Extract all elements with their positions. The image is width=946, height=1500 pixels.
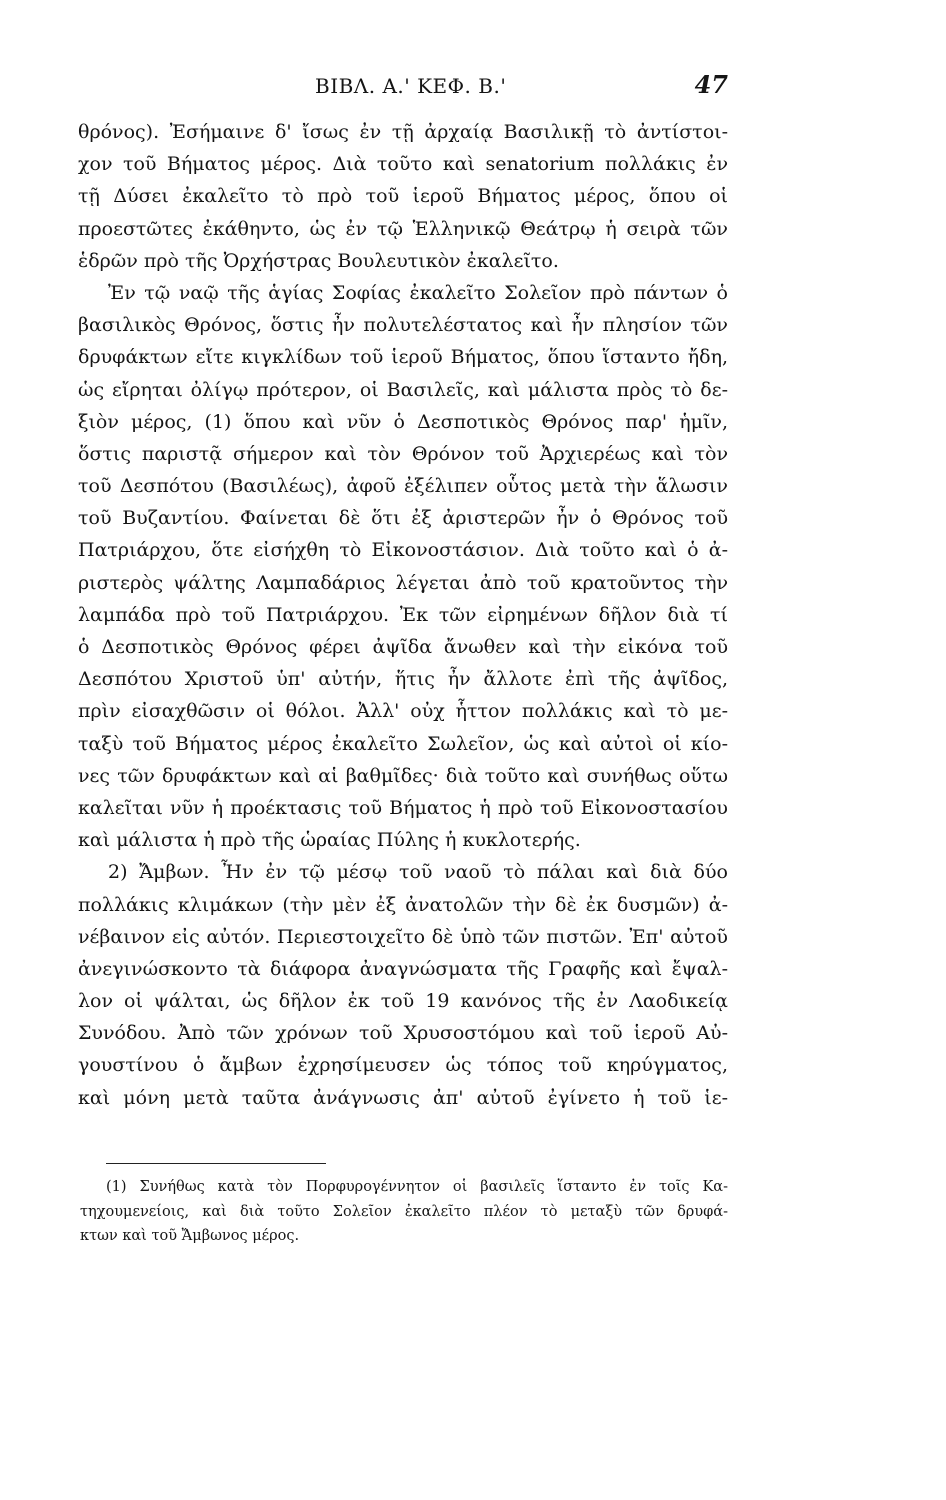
footnotes	[80, 1175, 728, 1249]
text-line: τοῦ Δεσπότου (Βασιλέως), ἀφοῦ ἐξέλιπεν οὗτος μετὰ τὴν ἅλωσιν	[78, 475, 728, 498]
page-number: 47	[694, 70, 728, 99]
text-line: θρόνος). Ἐσήμαινε δ' ἴσως ἐν τῇ ἀρχαίᾳ Βασιλικῇ τὸ ἀντίστοι-	[78, 121, 728, 143]
footnote-line: (1) Συνήθως κατὰ τὸν Πορφυρογέννητον οἱ βασιλεῖς ἵσταντο ἐν τοῖς Κα-	[106, 1179, 728, 1195]
text-line: ἀνεγινώσκοντο τὰ διάφορα ἀναγνώσματα τῆς Γραφῆς καὶ ἔψαλ-	[78, 957, 728, 980]
footnote-divider	[106, 1163, 326, 1164]
text-line: ὡς εἴρηται ὀλίγῳ πρότερον, οἱ Βασιλεῖς, καὶ μάλιστα πρὸς τὸ δε-	[78, 378, 728, 401]
text-line: Πατριάρχου, ὅτε εἰσήχθη τὸ Εἰκονοστάσιον. Διὰ τοῦτο καὶ ὁ ἀ-	[78, 539, 728, 562]
text-line: ὅστις παριστᾷ σήμερον καὶ τὸν Θρόνον τοῦ Ἀρχιερέως καὶ τὸν	[78, 442, 728, 465]
text-line: πρὶν εἰσαχθῶσιν οἱ θόλοι. Ἀλλ' οὐχ ἧττον πολλάκις καὶ τὸ με-	[78, 700, 728, 723]
text-line: τοῦ Βυζαντίου. Φαίνεται δὲ ὅτι ἐξ ἀριστερῶν ἦν ὁ Θρόνος τοῦ	[78, 507, 728, 530]
text-line: νες τῶν δρυφάκτων καὶ αἱ βαθμῖδες· διὰ τοῦτο καὶ συνήθως οὕτω	[78, 764, 728, 787]
footnote-line: τηχουμενείοις, καὶ διὰ τοῦτο Σολεῖον ἐκαλεῖτο πλέον τὸ μεταξὺ τῶν δρυφά-	[80, 1203, 728, 1220]
paragraph-start-line: 2) Ἄμβων. Ἦν ἐν τῷ μέσῳ τοῦ ναοῦ τὸ πάλαι καὶ διὰ δύο	[108, 861, 728, 884]
text-line: καὶ μάλιστα ἡ πρὸ τῆς ὡραίας Πύλης ἡ κυκλοτερής.	[78, 829, 581, 852]
text-line: βασιλικὸς Θρόνος, ὅστις ἦν πολυτελέστατος καὶ ἦν πλησίον τῶν	[78, 314, 728, 337]
text-line: ὁ Δεσποτικὸς Θρόνος φέρει ἀψῖδα ἄνωθεν καὶ τὴν εἰκόνα τοῦ	[78, 636, 728, 658]
text-line: νέβαινον εἰς αὐτόν. Περιεστοιχεῖτο δὲ ὑπὸ τῶν πιστῶν. Ἐπ' αὐτοῦ	[78, 925, 728, 948]
text-line: Συνόδου. Ἀπὸ τῶν χρόνων τοῦ Χρυσοστόμου καὶ τοῦ ἱεροῦ Αὐ-	[78, 1022, 728, 1045]
text-line: λαμπάδα πρὸ τοῦ Πατριάρχου. Ἐκ τῶν εἰρημένων δῆλον διὰ τί	[78, 603, 728, 626]
text-line: γουστίνου ὁ ἄμβων ἐχρησίμευσεν ὡς τόπος τοῦ κηρύγματος,	[78, 1054, 728, 1077]
text-line: καὶ μόνη μετὰ ταῦτα ἀνάγνωσις ἀπ' αὐτοῦ ἐγίνετο ἡ τοῦ ἱε-	[78, 1086, 728, 1109]
running-head: ΒΙΒΛ. Α.' ΚΕΦ. Β.'	[315, 74, 507, 98]
text-line: ἑδρῶν πρὸ τῆς Ὀρχήστρας Βουλευτικὸν ἐκαλεῖτο.	[78, 249, 559, 272]
text-line: προεστῶτες ἐκάθηντο, ὡς ἐν τῷ Ἑλληνικῷ Θεάτρῳ ἡ σειρὰ τῶν	[78, 217, 728, 240]
text-line: τῇ Δύσει ἐκαλεῖτο τὸ πρὸ τοῦ ἱεροῦ Βήματος μέρος, ὅπου οἱ	[78, 185, 728, 208]
paragraph-start-line: Ἐν τῷ ναῷ τῆς ἁγίας Σοφίας ἐκαλεῖτο Σολεῖον πρὸ πάντων ὁ	[108, 281, 728, 304]
text-line: λον οἱ ψάλται, ὡς δῆλον ἐκ τοῦ 19 κανόνος τῆς ἐν Λαοδικείᾳ	[78, 990, 728, 1013]
text-line: πολλάκις κλιμάκων (τὴν μὲν ἐξ ἀνατολῶν τὴν δὲ ἐκ δυσμῶν) ἀ-	[78, 893, 728, 916]
text-line: δρυφάκτων εἴτε κιγκλίδων τοῦ ἱεροῦ Βήματος, ὅπου ἵσταντο ἤδη,	[78, 346, 728, 369]
text-line: Δεσπότου Χριστοῦ ὑπ' αὐτήν, ἥτις ἦν ἄλλοτε ἐπὶ τῆς ἀψῖδος,	[78, 668, 728, 691]
text-line: καλεῖται νῦν ἡ προέκτασις τοῦ Βήματος ἡ πρὸ τοῦ Εἰκονοστασίου	[78, 796, 728, 819]
footnote-line: κτων καὶ τοῦ Ἄμβωνος μέρος.	[80, 1228, 300, 1245]
text-line: ταξὺ τοῦ Βήματος μέρος ἐκαλεῖτο Σωλεῖον, ὡς καὶ αὐτοὶ οἱ κίο-	[78, 732, 728, 755]
text-line: χον τοῦ Βήματος μέρος. Διὰ τοῦτο καὶ senatorium πολλάκις ἐν	[78, 153, 728, 176]
text-line: ξιὸν μέρος, (1) ὅπου καὶ νῦν ὁ Δεσποτικὸς Θρόνος παρ' ἡμῖν,	[78, 410, 728, 433]
text-line: ριστερὸς ψάλτης Λαμπαδάριος λέγεται ἀπὸ τοῦ κρατοῦντος τὴν	[78, 571, 728, 594]
body-text	[78, 116, 728, 1114]
